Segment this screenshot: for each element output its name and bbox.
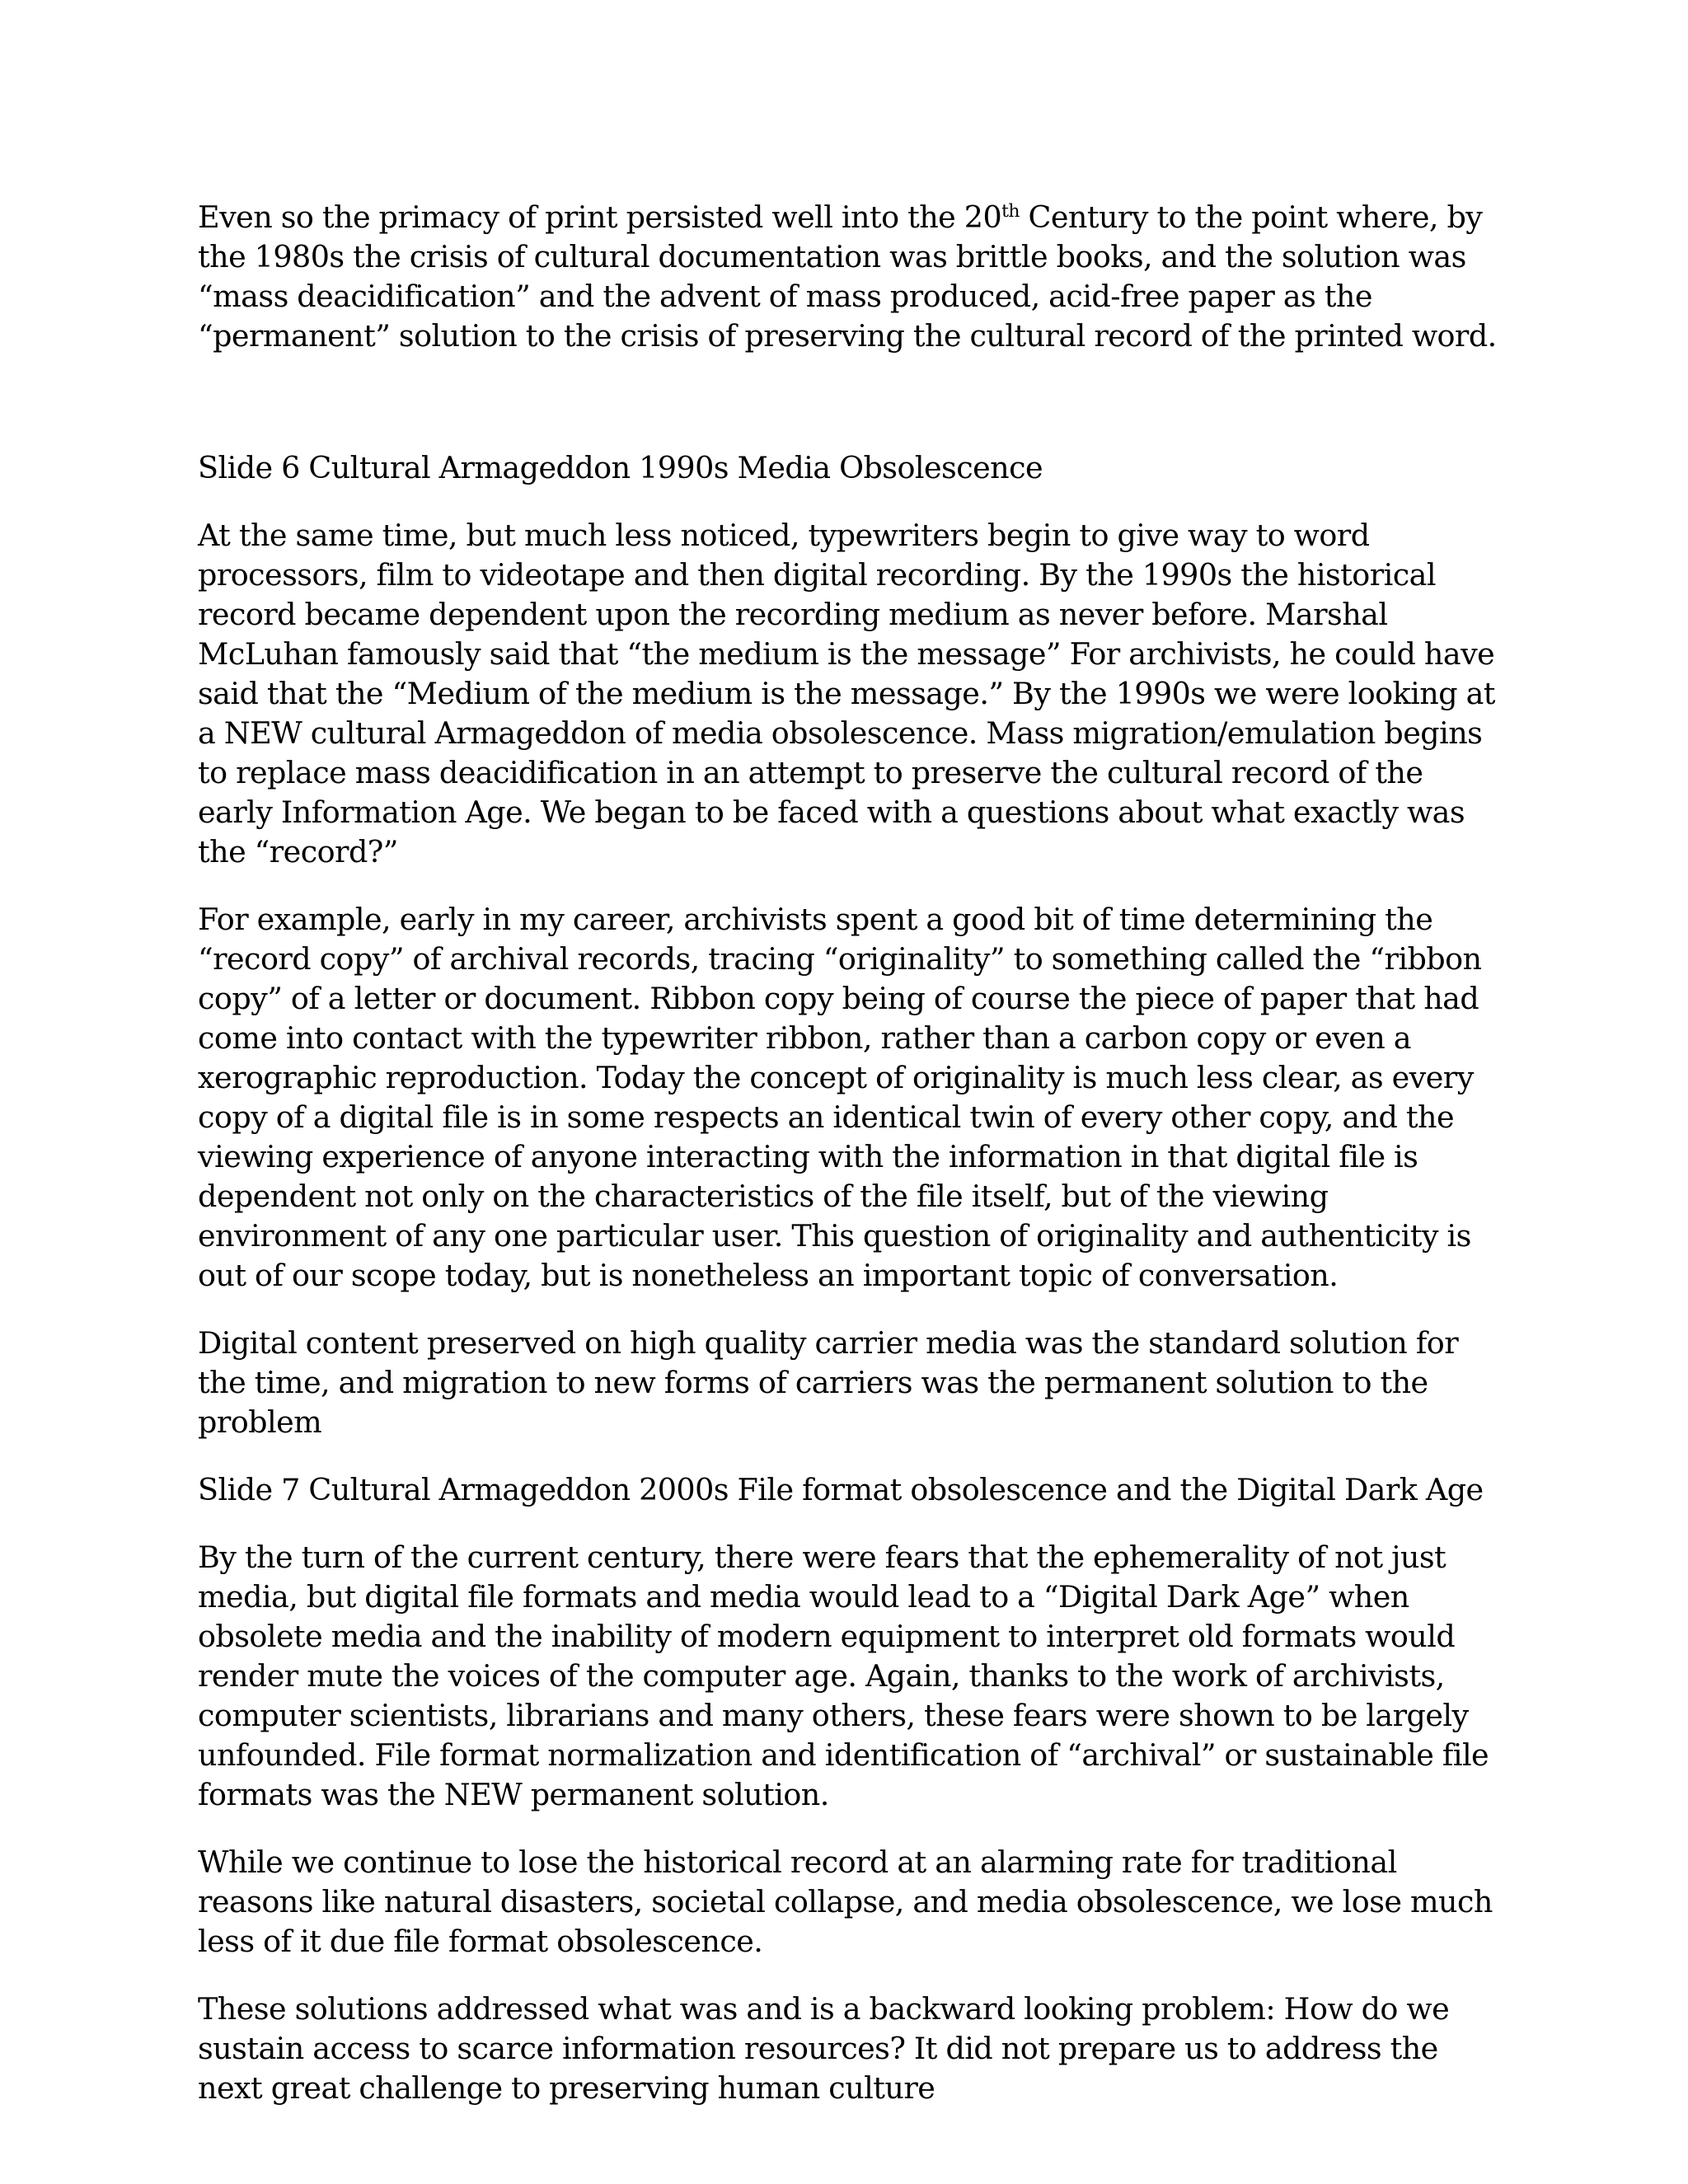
- slide-6-heading: Slide 6 Cultural Armageddon 1990s Media Obsolescence: [198, 450, 1043, 485]
- intro-paragraph: [198, 198, 1500, 356]
- document-page: [198, 198, 1500, 2136]
- slide-7-paragraph-digital-dark-age: By the turn of the current century, there were fears that the ephemerality of not just media, but digital file formats and media would lead to a “Digital Dark Age” when obsolete media and the inability of modern equipment to interpret old formats would render mute the voices of the computer age. Again, thanks to the work of archivists, computer scientists, librarians and many others, these fears were shown to be largely unfounded. File format normalization and identification of “archival” or sustainable file formats was the NEW permanent solution.: [198, 1540, 1489, 1812]
- slide-6-paragraph-carrier-media: Digital content preserved on high quality carrier media was the standard solution for the time, and migration to new forms of carriers was the permanent solution to the problem: [198, 1325, 1459, 1440]
- slide-7-paragraph-backward-looking: These solutions addressed what was and is a backward looking problem: How do we sustain access to scarce information resources? It did not prepare us to address the next great challenge to preserving human culture: [198, 1991, 1450, 2106]
- ordinal-superscript: th: [1001, 200, 1020, 222]
- intro-text-start: Even so the primacy of print persisted well into the 20: [198, 199, 1002, 235]
- slide-7-heading: Slide 7 Cultural Armageddon 2000s File format obsolescence and the Digital Dark Age: [198, 1472, 1484, 1507]
- intro-text-end: Century to the point where, by the 1980s the crisis of cultural documentation was brittle books, and the solution was “mass deacidification” and the advent of mass produced, acid-free paper as the “permanent” solution to the crisis of preserving the cultural record of the printed word.: [198, 199, 1497, 354]
- slide-7-paragraph-record-loss: While we continue to lose the historical record at an alarming rate for traditional reasons like natural disasters, societal collapse, and media obsolescence, we lose much less of it due file format obsolescence.: [198, 1844, 1493, 1959]
- slide-6-paragraph-media-shift: At the same time, but much less noticed, typewriters begin to give way to word processors, film to videotape and then digital recording. By the 1990s the historical record became dependent upon the recording medium as never before. Marshal McLuhan famously said that “the medium is the message” For archivists, he could have said that the “Medium of the medium is the message.” By the 1990s we were looking at a NEW cultural Armageddon of media obsolescence. Mass migration/emulation begins to replace mass deacidification in an attempt to preserve the cultural record of the early Information Age. We began to be faced with a questions about what exactly was the “record?”: [198, 518, 1495, 869]
- slide-6-paragraph-ribbon-copy: For example, early in my career, archivists spent a good bit of time determining the “record copy” of archival records, tracing “originality” to something called the “ribbon copy” of a letter or document. Ribbon copy being of course the piece of paper that had come into contact with the typewriter ribbon, rather than a carbon copy or even a xerographic reproduction. Today the concept of originality is much less clear, as every copy of a digital file is in some respects an identical twin of every other copy, and the viewing experience of anyone interacting with the information in that digital file is dependent not only on the characteristics of the file itself, but of the viewing environment of any one particular user. This question of originality and authenticity is out of our scope today, but is nonetheless an important topic of conversation.: [198, 902, 1482, 1293]
